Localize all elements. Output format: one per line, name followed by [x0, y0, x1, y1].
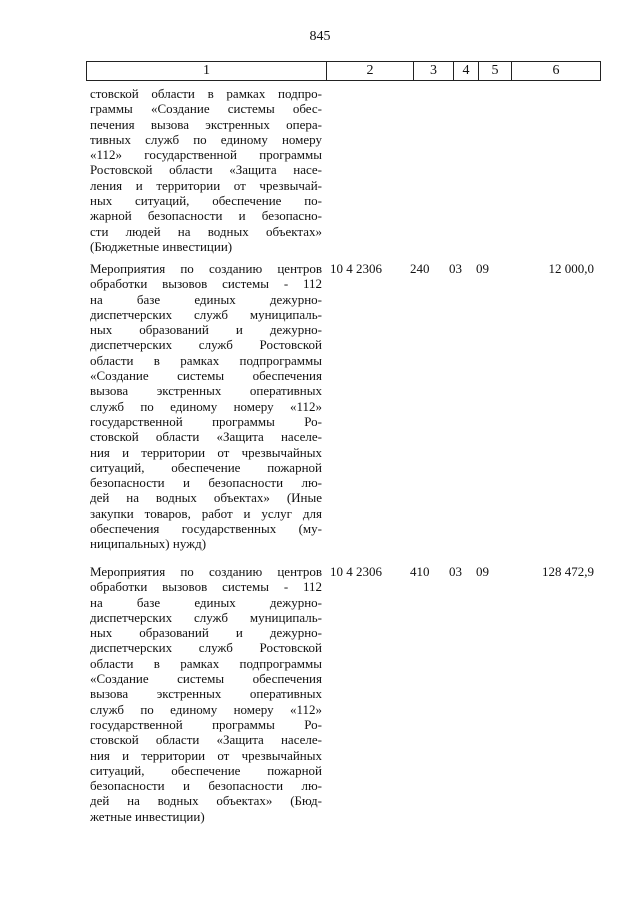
description-line: Ростовской области «Защита насе-	[90, 162, 322, 178]
target-article-code: 10 4 2306	[330, 261, 382, 276]
description-line: стовской области «Защита населе-	[90, 429, 322, 445]
target-article-code: 10 4 2306	[330, 564, 382, 579]
description-line: на базе единых дежурно-	[90, 291, 322, 307]
description-line: «Создание системы обеспечения	[90, 368, 322, 384]
table-row-description	[90, 86, 322, 254]
description-line: диспетчерских служб Ростовской	[90, 640, 322, 656]
description-line: вызова экстренных оперативных	[90, 686, 322, 702]
description-line: жетные инвестиции)	[90, 808, 205, 824]
description-line: «Создание системы обеспечения	[90, 671, 322, 687]
description-line: безопасности и безопасности лю-	[90, 475, 322, 491]
description-line: области в рамках подпрограммы	[90, 352, 322, 368]
description-line: государственной программы Ро-	[90, 413, 322, 429]
description-line: безопасности и безопасности лю-	[90, 778, 322, 794]
description-line: обработки вызовов системы - 112	[90, 579, 322, 595]
description-line: вызова экстренных оперативных	[90, 383, 322, 399]
description-line: государственной программы Ро-	[90, 716, 322, 732]
description-line: жарной безопасности и безопасно-	[90, 208, 322, 224]
description-line: ных образований и дежурно-	[90, 625, 322, 641]
header-col-3: 3	[414, 62, 454, 80]
description-line: закупки товаров, работ и услуг для	[90, 505, 322, 521]
description-line: сти людей на водных объектах»	[90, 223, 322, 239]
description-line: «112» государственной программы	[90, 147, 322, 163]
description-line: ниципальных) нужд)	[90, 536, 207, 552]
header-col-4: 4	[454, 62, 479, 80]
description-line: области в рамках подпрограммы	[90, 655, 322, 671]
table-row-description	[90, 261, 322, 552]
description-line: обеспечения государственных (му-	[90, 521, 322, 537]
description-line: Мероприятия по созданию центров	[90, 261, 322, 276]
table-header	[86, 61, 601, 81]
description-line: граммы «Создание системы обес-	[90, 101, 322, 117]
description-line: ных образований и дежурно-	[90, 322, 322, 338]
header-col-5: 5	[479, 62, 512, 80]
page-number: 845	[309, 29, 331, 44]
description-line: служб по единому номеру «112»	[90, 701, 322, 717]
section-code: 03	[449, 564, 462, 579]
amount-value: 12 000,0	[548, 261, 594, 276]
subsection-code: 09	[476, 564, 489, 579]
description-line: обработки вызовов системы - 112	[90, 276, 322, 292]
description-line: стовской области в рамках подпро-	[90, 86, 322, 101]
header-col-6: 6	[552, 63, 560, 78]
description-line: дей на водных объектах» (Бюд-	[90, 793, 322, 809]
expense-type-code: 410	[410, 564, 430, 579]
description-line: служб по единому номеру «112»	[90, 398, 322, 414]
description-line: печения вызова экстренных опера-	[90, 116, 322, 132]
description-line: дей на водных объектах» (Иные	[90, 490, 322, 506]
description-line: ния и территории от чрезвычайных	[90, 444, 322, 460]
description-line: диспетчерских служб муниципаль-	[90, 306, 322, 322]
description-line: ления и территории от чрезвычай-	[90, 177, 322, 193]
description-line: на базе единых дежурно-	[90, 594, 322, 610]
description-line: ситуаций, обеспечение пожарной	[90, 459, 322, 475]
description-line: Мероприятия по созданию центров	[90, 564, 322, 579]
description-line: (Бюджетные инвестиции)	[90, 238, 233, 254]
description-line: тивных служб по единому номеру	[90, 131, 322, 147]
expense-type-code: 240	[410, 261, 430, 276]
description-line: диспетчерских служб муниципаль-	[90, 609, 322, 625]
header-col-1: 1	[87, 62, 327, 80]
subsection-code: 09	[476, 261, 489, 276]
header-col-2: 2	[327, 62, 414, 80]
description-line: диспетчерских служб Ростовской	[90, 337, 322, 353]
description-line: ных ситуаций, обеспечение по-	[90, 193, 322, 209]
description-line: ния и территории от чрезвычайных	[90, 747, 322, 763]
description-line: стовской области «Защита населе-	[90, 732, 322, 748]
table-row-description	[90, 564, 322, 824]
amount-value: 128 472,9	[542, 564, 594, 579]
description-line: ситуаций, обеспечение пожарной	[90, 762, 322, 778]
section-code: 03	[449, 261, 462, 276]
